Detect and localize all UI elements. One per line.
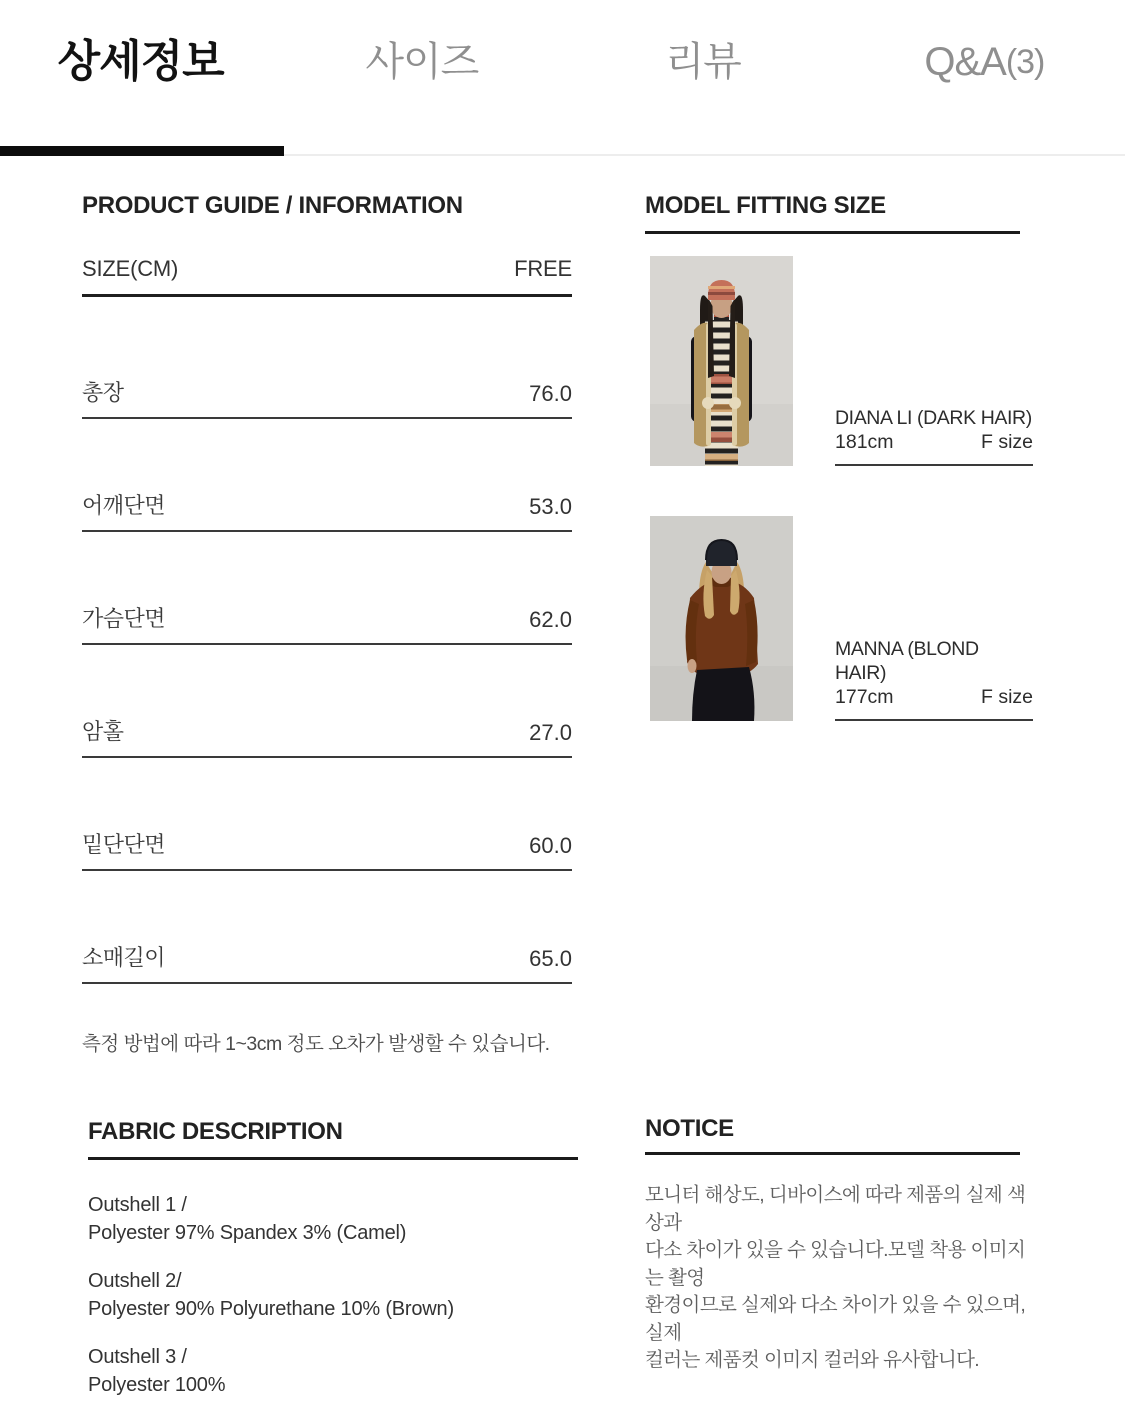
fabric-item-outshell-2: [88, 1267, 578, 1323]
notice-rule: [645, 1152, 1020, 1155]
notice-title: NOTICE: [645, 1115, 734, 1142]
measurement-value: 62.0: [529, 607, 572, 632]
model-fitting-rule: [645, 231, 1020, 234]
measurement-label: 가슴단면: [82, 606, 166, 631]
size-column-label: SIZE(CM): [82, 256, 179, 281]
measurement-value: 53.0: [529, 494, 572, 519]
tab-review-label: 리뷰: [665, 40, 741, 84]
measurement-label: 암홀: [82, 719, 124, 744]
measurement-row-hem: [82, 758, 572, 871]
model-photo-manna: [650, 516, 793, 721]
model-block-manna: [645, 516, 1033, 721]
notice-line: 환경이므로 실제와 다소 차이가 있을 수 있으며, 실제: [645, 1294, 1026, 1344]
product-guide-title: PRODUCT GUIDE / INFORMATION: [82, 192, 463, 219]
model-photo-diana: [650, 256, 793, 466]
measurement-row-shoulder: [82, 419, 572, 532]
fabric-description-title: FABRIC DESCRIPTION: [88, 1118, 343, 1145]
notice-section: [645, 1115, 1033, 1375]
model-fitting-section: [645, 192, 1033, 752]
model-height: 177cm: [835, 686, 894, 708]
model-height: 181cm: [835, 431, 894, 453]
tab-detail-info-label: 상세정보: [57, 37, 224, 86]
tab-detail-info[interactable]: [0, 0, 281, 156]
model-block-diana: [645, 256, 1033, 466]
model-caption-manna: [835, 637, 1033, 721]
notice-line: 모니터 해상도, 디바이스에 따라 제품의 실제 색상과: [645, 1184, 1026, 1234]
measurement-value: 65.0: [529, 946, 572, 971]
fabric-item-composition: Polyester 97% Spandex 3% (Camel): [88, 1222, 407, 1244]
fabric-item-composition: Polyester 90% Polyurethane 10% (Brown): [88, 1298, 454, 1320]
measurement-row-total-length: [82, 297, 572, 419]
tab-bar: [0, 0, 1125, 156]
measurement-row-sleeve: [82, 871, 572, 984]
tab-size[interactable]: [281, 0, 562, 156]
size-table-header: [82, 256, 572, 297]
notice-line: 다소 차이가 있을 수 있습니다.모델 착용 이미지는 촬영: [645, 1239, 1026, 1289]
model-fitting-title: MODEL FITTING SIZE: [645, 192, 886, 219]
fabric-item-composition: Polyester 100%: [88, 1374, 226, 1396]
measurement-value: 27.0: [529, 720, 572, 745]
notice-body: [645, 1182, 1033, 1375]
notice-line: 컬러는 제품컷 이미지 컬러와 유사합니다.: [645, 1349, 980, 1371]
tab-qna-label: Q&A: [924, 40, 1006, 84]
measurement-label: 소매길이: [82, 945, 166, 970]
tab-size-label: 사이즈: [365, 40, 479, 84]
size-free-label: FREE: [514, 256, 572, 281]
model-size: F size: [980, 686, 1033, 708]
measurement-label: 밑단단면: [82, 832, 166, 857]
measurement-row-chest: [82, 532, 572, 645]
model-caption-diana: [835, 406, 1033, 466]
measurement-label: 총장: [82, 380, 124, 405]
tab-review[interactable]: [563, 0, 844, 156]
tab-qna[interactable]: [844, 0, 1125, 156]
fabric-item-name: Outshell 2/: [88, 1270, 182, 1292]
fabric-item-outshell-3: [88, 1343, 578, 1399]
model-name: DIANA LI (DARK HAIR): [835, 407, 1032, 429]
fabric-item-name: Outshell 1 /: [88, 1194, 187, 1216]
product-guide-section: [82, 192, 572, 1056]
measurement-row-armhole: [82, 645, 572, 758]
fabric-description-rule: [88, 1157, 578, 1160]
fabric-item-outshell-1: [88, 1191, 578, 1247]
measurement-value: 60.0: [529, 833, 572, 858]
model-size: F size: [980, 431, 1033, 453]
fabric-item-name: Outshell 3 /: [88, 1346, 187, 1368]
model-name: MANNA (BLOND HAIR): [835, 638, 979, 684]
measurement-note: 측정 방법에 따라 1~3cm 정도 오차가 발생할 수 있습니다.: [82, 1033, 550, 1055]
tab-qna-count: (3): [1005, 43, 1045, 81]
active-tab-indicator: [0, 146, 284, 156]
measurement-label: 어깨단면: [82, 493, 166, 518]
measurement-value: 76.0: [529, 381, 572, 406]
fabric-description-section: [88, 1118, 578, 1411]
